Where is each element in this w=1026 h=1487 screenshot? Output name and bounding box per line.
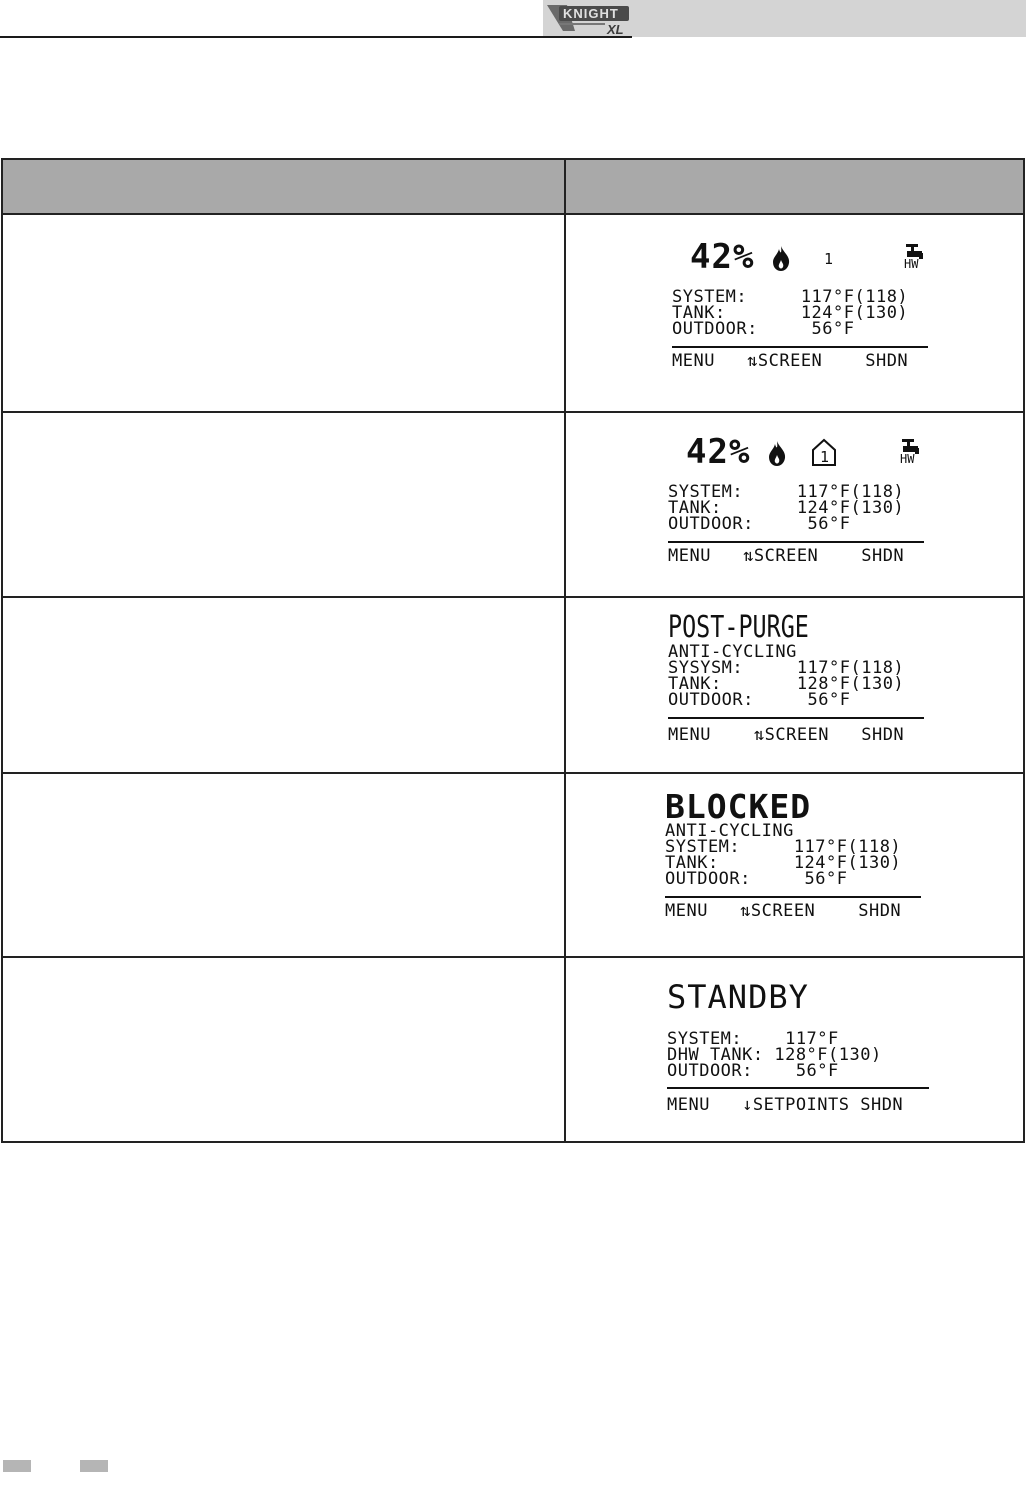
lcd-divider	[667, 1087, 929, 1089]
lcd-footer: MENU ⇅SCREEN SHDN	[665, 901, 902, 921]
lcd-footer: MENU ↓SETPOINTS SHDN	[667, 1095, 904, 1115]
lcd-divider	[668, 541, 924, 543]
lcd-footer: MENU ⇅SCREEN SHDN	[668, 725, 905, 745]
lcd-footer: MENU ⇅SCREEN SHDN	[672, 351, 909, 371]
lcd-line-system: SYSTEM: 117°F(118)	[672, 287, 909, 307]
page-marker-left	[3, 1460, 31, 1472]
status-title: BLOCKED	[665, 787, 812, 826]
lcd-line-tank: TANK: 124°F(130)	[668, 498, 905, 518]
page-marker-right	[80, 1460, 108, 1472]
lcd-line-system: SYSYSM: 117°F(118)	[668, 658, 905, 678]
status-title: POST-PURGE	[668, 610, 809, 645]
flame-icon	[770, 244, 792, 272]
lcd-line-tank: TANK: 124°F(130)	[672, 303, 909, 323]
lcd-divider	[668, 717, 924, 719]
flame-icon	[766, 439, 788, 467]
lcd-line-system: SYSTEM: 117°F(118)	[668, 482, 905, 502]
header-rule	[0, 36, 632, 38]
status-title: STANDBY	[667, 978, 809, 1016]
lcd-line-outdoor: OUTDOOR: 56°F	[667, 1061, 839, 1081]
lcd-line-system: SYSTEM: 117°F	[667, 1029, 839, 1049]
svg-text:KNIGHT: KNIGHT	[563, 6, 619, 21]
lcd-line-tank: TANK: 124°F(130)	[665, 853, 902, 873]
lcd-line-system: SYSTEM: 117°F(118)	[665, 837, 902, 857]
svg-text:XL: XL	[607, 22, 624, 37]
lcd-line-dhw-tank: DHW TANK: 128°F(130)	[667, 1045, 882, 1065]
hw-label: HW	[904, 257, 919, 271]
row-divider	[3, 772, 1023, 774]
lcd-footer: MENU ⇅SCREEN SHDN	[668, 546, 905, 566]
lcd-divider	[665, 896, 921, 898]
row-divider	[3, 956, 1023, 958]
row-divider	[3, 596, 1023, 598]
hw-label: HW	[900, 452, 915, 466]
knight-xl-logo	[545, 1, 637, 37]
lcd-line-anti-cycling: ANTI-CYCLING	[668, 642, 797, 662]
table-header	[3, 160, 1023, 215]
lcd-line-tank: TANK: 128°F(130)	[668, 674, 905, 694]
lcd-line-anti-cycling: ANTI-CYCLING	[665, 821, 794, 841]
firing-rate: 42%	[686, 432, 751, 472]
zone-number: 1	[820, 448, 830, 466]
lcd-line-outdoor: OUTDOOR: 56°F	[668, 690, 851, 710]
zone-number: 1	[824, 250, 834, 268]
column-divider	[564, 160, 566, 1141]
lcd-divider	[672, 346, 928, 348]
lcd-line-outdoor: OUTDOOR: 56°F	[672, 319, 855, 339]
row-divider	[3, 411, 1023, 413]
lcd-line-outdoor: OUTDOOR: 56°F	[668, 514, 851, 534]
lcd-line-outdoor: OUTDOOR: 56°F	[665, 869, 848, 889]
firing-rate: 42%	[690, 237, 755, 277]
